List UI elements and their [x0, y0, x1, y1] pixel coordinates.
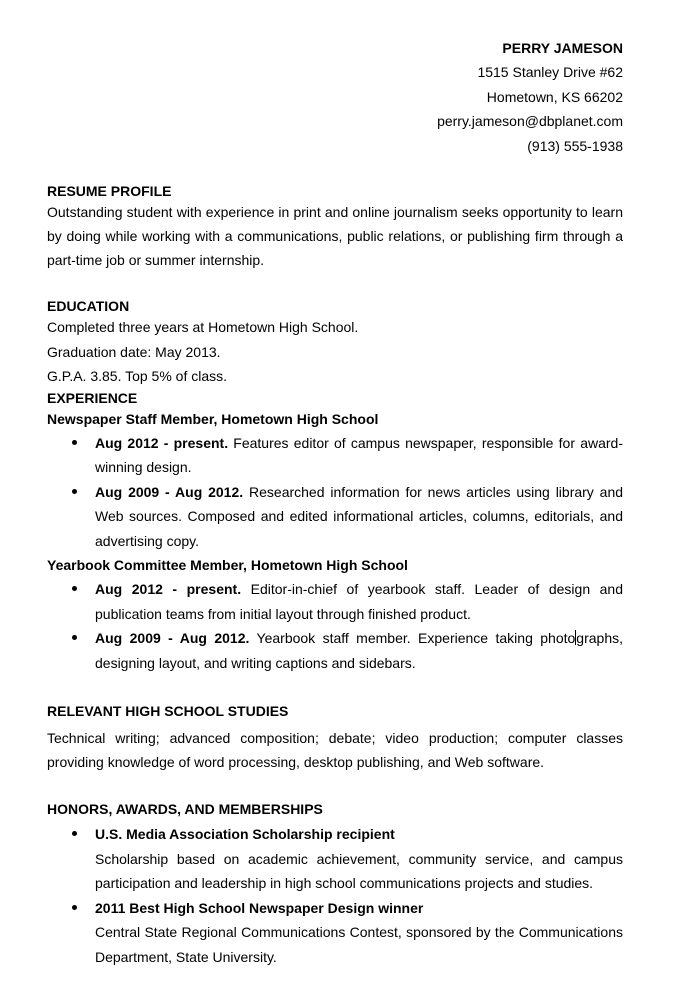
bullet-item: [95, 626, 623, 675]
studies-section: [47, 702, 623, 774]
profile-heading: RESUME PROFILE: [47, 183, 172, 200]
experience-section: [47, 389, 623, 676]
studies-heading: RELEVANT HIGH SCHOOL STUDIES: [47, 703, 289, 720]
honors-heading: HONORS, AWARDS, AND MEMBERSHIPS: [47, 801, 323, 818]
profile-text: Outstanding student with experience in print and online journalism seeks opportunity to learn by doing while working with a communications, public relations, or publishing firm through a part-time job or summer internship.: [47, 204, 623, 269]
bullet-item: [95, 431, 623, 480]
experience-heading: EXPERIENCE: [47, 389, 138, 406]
job-bullets: [47, 431, 623, 554]
profile-section: [47, 182, 623, 272]
education-line: Graduation date: May 2013.: [47, 343, 221, 360]
city-line: Hometown, KS 66202: [486, 88, 623, 105]
applicant-name: PERRY JAMESON: [502, 40, 623, 56]
bullet-text-after-cursor: graphs, designing layout, and writing captions and sidebars.: [95, 630, 623, 671]
bullet-text: Researched information for news articles using library and Web sources. Composed and edited informational articles, columns, editorials, and advertising copy.: [95, 483, 624, 549]
job-title: Newspaper Staff Member, Hometown High School: [47, 410, 379, 427]
bullet-date: Aug 2009 - Aug 2012.: [95, 483, 244, 500]
bullet-item: [95, 577, 623, 626]
contact-block: [47, 0, 623, 158]
honor-item: [95, 822, 623, 896]
phone-line: (913) 555-1938: [527, 137, 623, 154]
email-line: perry.jameson@dbplanet.com: [437, 113, 623, 130]
bullet-text: Features editor of campus newspaper, responsible for award-winning design.: [95, 434, 624, 476]
honor-title: 2011 Best High School Newspaper Design winner: [95, 899, 424, 916]
bullet-date: Aug 2012 - present.: [95, 434, 229, 451]
bullet-item: [95, 480, 623, 554]
bullet-date: Aug 2012 - present.: [95, 581, 242, 598]
studies-text: Technical writing; advanced composition; debate; video production; computer classes providing knowledge of word processing, desktop publishing, and Web software.: [47, 730, 623, 771]
honor-text: Central State Regional Communications Contest, sponsored by the Communications Department, State University.: [95, 924, 623, 965]
bullet-date: Aug 2009 - Aug 2012.: [95, 630, 250, 647]
honor-title: U.S. Media Association Scholarship recipient: [95, 826, 395, 843]
education-section: [47, 297, 623, 389]
education-line: Completed three years at Hometown High School.: [47, 319, 359, 336]
bullet-text: Editor-in-chief of yearbook staff. Leader of design and publication teams from initial layout through finished product.: [95, 581, 623, 622]
job-title: Yearbook Committee Member, Hometown High School: [47, 557, 408, 574]
education-line: G.P.A. 3.85. Top 5% of class.: [47, 368, 228, 385]
honor-text: Scholarship based on academic achievement, community service, and campus participation and leadership in high school communications projects and studies.: [95, 850, 623, 892]
honor-item: [95, 896, 623, 970]
honors-section: [47, 800, 623, 969]
job-bullets: [47, 577, 623, 675]
address-line: 1515 Stanley Drive #62: [477, 64, 623, 81]
education-heading: EDUCATION: [47, 298, 130, 315]
honors-bullets: [47, 822, 623, 969]
bullet-text-before-cursor: Yearbook staff member. Experience taking photo: [256, 630, 576, 647]
resume-document[interactable]: [47, 0, 623, 969]
